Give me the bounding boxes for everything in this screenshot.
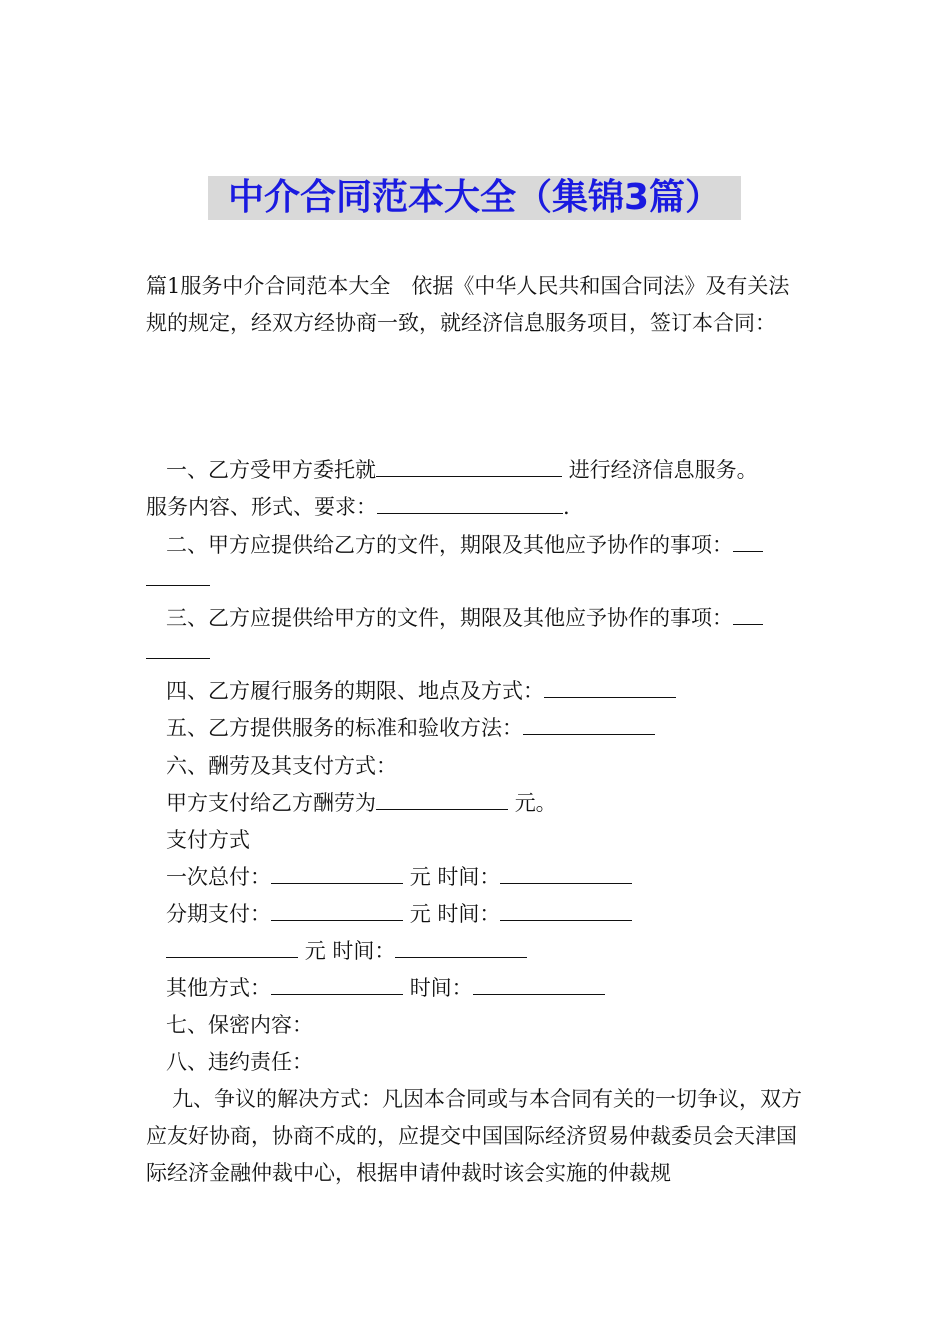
installment-line (166, 896, 632, 933)
blank-field[interactable] (395, 935, 527, 958)
clause-1-text-c: 服务内容、形式、要求： (146, 495, 377, 519)
clause-4-line (166, 673, 676, 710)
clause-1-line (166, 452, 758, 489)
clause-1-service-line (146, 489, 570, 526)
clause-2-text: 二、甲方应提供给乙方的文件，期限及其他应予协作的事项： (166, 533, 733, 557)
blank-field[interactable] (733, 602, 763, 625)
intro-paragraph: 篇1服务中介合同范本大全 依据《中华人民共和国合同法》及有关法规的规定，经双方经协商一致，就经济信息服务项目，签订本合同： (146, 274, 790, 335)
installment-line-2 (166, 933, 527, 970)
clause-5-line (166, 710, 655, 747)
installment-label: 分期支付： (166, 902, 271, 926)
blank-field[interactable] (473, 972, 605, 995)
clause-3-text: 三、乙方应提供给甲方的文件，期限及其他应予协作的事项： (166, 606, 733, 630)
lump-sum-line (166, 859, 632, 896)
blank-field[interactable] (544, 675, 676, 698)
fee-text-a: 甲方支付给乙方酬劳为 (166, 791, 376, 815)
blank-field[interactable] (271, 898, 403, 921)
blank-field[interactable] (500, 861, 632, 884)
blank-field[interactable] (500, 898, 632, 921)
document-title: 中介合同范本大全（集锦3篇） (227, 177, 722, 218)
clause-4-text: 四、乙方履行服务的期限、地点及方式： (166, 679, 544, 703)
clause-2-continuation (146, 561, 210, 598)
blank-field[interactable] (733, 529, 763, 552)
clause-1-text-b: 进行经济信息服务。 (568, 458, 758, 482)
blank-field[interactable] (146, 563, 210, 586)
clause-3-line (166, 600, 763, 637)
clause-7-line (166, 1007, 313, 1044)
lump-sum-label: 一次总付： (166, 865, 271, 889)
blank-field[interactable] (376, 454, 562, 477)
blank-field[interactable] (166, 935, 298, 958)
other-method-time-label: 时间： (409, 976, 473, 1000)
clause-3-continuation (146, 634, 210, 671)
title-highlight (208, 176, 741, 220)
clause-1-text-d: . (563, 495, 570, 519)
clause-8-line (166, 1044, 313, 1081)
payment-method-heading (166, 822, 250, 859)
payment-method-text: 支付方式 (166, 828, 250, 852)
clause-8-text: 八、违约责任： (166, 1050, 313, 1074)
blank-field[interactable] (523, 712, 655, 735)
blank-field[interactable] (271, 861, 403, 884)
blank-field[interactable] (376, 787, 508, 810)
clause-6-text: 六、酬劳及其支付方式： (166, 754, 397, 778)
clause-2-line (166, 527, 763, 564)
fee-line (166, 785, 557, 822)
installment-2-time-label: 元 时间： (304, 939, 396, 963)
clause-5-text: 五、乙方提供服务的标准和验收方法： (166, 716, 523, 740)
clause-1-text-a: 一、乙方受甲方委托就 (166, 458, 376, 482)
other-method-label: 其他方式： (166, 976, 271, 1000)
lump-sum-time-label: 元 时间： (409, 865, 501, 889)
other-method-line (166, 970, 605, 1007)
clause-6-line (166, 748, 397, 785)
installment-time-label: 元 时间： (409, 902, 501, 926)
blank-field[interactable] (271, 972, 403, 995)
blank-field[interactable] (146, 636, 210, 659)
blank-field[interactable] (377, 491, 563, 514)
fee-text-b: 元。 (514, 791, 557, 815)
clause-9-paragraph: 九、争议的解决方式：凡因本合同或与本合同有关的一切争议，双方应友好协商，协商不成的，应提交中国国际经济贸易仲裁委员会天津国际经济金融仲裁中心，根据申请仲裁时该会实施的仲裁规 (146, 1087, 802, 1185)
clause-7-text: 七、保密内容： (166, 1013, 313, 1037)
